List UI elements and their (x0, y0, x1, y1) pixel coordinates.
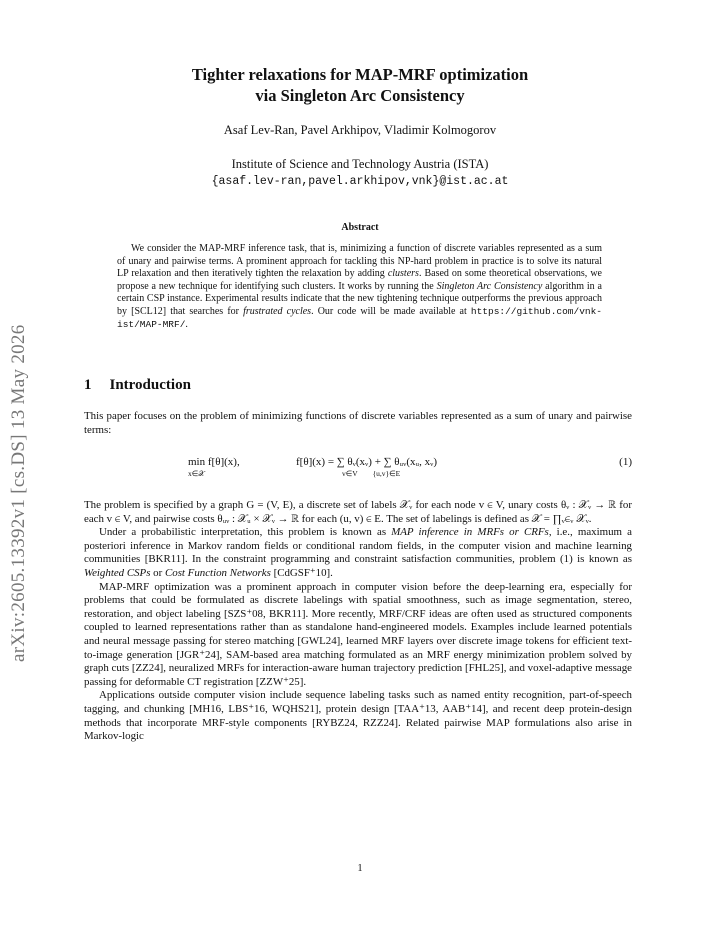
intro-body (84, 499, 632, 744)
abstract-text: . Based on some theoretical observations, we propose a new technique for identifying such clusters. It works by running the (117, 268, 602, 292)
paragraph-text: Under a probabilistic interpretation, this problem is known as (99, 526, 392, 539)
abstract-emphasis: Singleton Arc Consistency (436, 280, 543, 292)
paragraph-emphasis: Cost Function Networks (164, 566, 271, 579)
abstract-emphasis: frustrated cycles (243, 305, 312, 317)
section-title: Introduction (109, 377, 191, 393)
paragraph-probabilistic (84, 526, 632, 580)
title-line-1: Tighter relaxations for MAP-MRF optimization (191, 65, 529, 84)
author-emails: {asaf.lev-ran,pavel.arkhipov,vnk}@ist.ac.at (211, 175, 509, 188)
section-heading-introduction (84, 377, 191, 394)
author-list: Asaf Lev-Ran, Pavel Arkhipov, Vladimir Kolmogorov (223, 123, 497, 137)
paragraph-text: , i.e., maximum a posteriori inference in Markov random fields or conditional random fields, in the computer vision and machine learning communities [BKR11]. In the constraint programming and constraint satisfaction communities, problem (1) is known as (84, 526, 632, 566)
paragraph-applications: Applications outside computer vision include sequence labeling tasks such as named entity recognition, part-of-speech tagging, and chunking [MH16, LBS⁺16, WQHS21], protein design [TAA⁺13, AAB⁺14], and recent deep protein-design methods that incorporate MRF-style components [RYBZ24, RZZ24]. Related pairwise MAP formulations also arise in Markov-logic (84, 689, 632, 743)
intro-paragraph (84, 410, 632, 437)
paragraph-graph: The problem is specified by a graph G = (V, E), a discrete set of labels 𝒳ᵥ for each node v ∈ V, unary costs θᵥ : 𝒳ᵥ → ℝ for each v ∈ V, and pairwise costs θᵤᵥ : 𝒳ᵤ × 𝒳ᵥ → ℝ for each (u, v) ∈ E. The set of labelings is defined as 𝒳 = ∏ᵥ∈ᵥ 𝒳ᵥ. (84, 499, 632, 525)
paragraph-emphasis: MAP inference in MRFs or CRFs (391, 526, 549, 539)
paper-title (100, 64, 620, 106)
affiliation: Institute of Science and Technology Austria (ISTA) (231, 157, 489, 171)
paragraph-emphasis: Weighted CSPs (84, 566, 151, 579)
equation-rhs-subscript: v∈V {u,v}∈E (342, 469, 401, 478)
title-line-2: via Singleton Arc Consistency (255, 86, 465, 105)
equation-lhs-subscript: x∈𝒳 (188, 469, 205, 478)
code-repository-link[interactable]: https://github.com/vnk-ist/MAP-MRF/ (117, 305, 603, 330)
abstract-body (117, 243, 602, 331)
equation-rhs-expr: f[θ](x) = ∑ θᵥ(xᵥ) + ∑ θᵤᵥ(xᵤ, xᵥ) (296, 456, 438, 468)
equation-number: (1) (619, 456, 632, 468)
equation-lhs (188, 456, 240, 479)
arxiv-identifier: arXiv:2605.13392v1 [cs.DS] 13 May 2026 (8, 324, 29, 662)
abstract-emphasis: clusters (387, 268, 419, 280)
abstract-text: . (185, 318, 188, 330)
equation-rhs (296, 456, 437, 478)
affiliation-block (100, 156, 620, 190)
abstract-text: . Our code will be made available at (311, 305, 471, 317)
abstract-text: We consider the MAP-MRF inference task, that is, minimizing a function of discrete variables represented as a sum of unary and pairwise terms. A prominent approach for tackling this NP-hard problem in practice is to solve its natural LP relaxation and then iteratively tighten the relaxation by adding (117, 243, 602, 280)
abstract-heading: Abstract (341, 222, 379, 233)
intro-text: This paper focuses on the problem of minimizing functions of discrete variables represented as a sum of unary and pairwise terms: (84, 410, 632, 436)
paragraph-computer-vision: MAP-MRF optimization was a prominent approach in computer vision before the deep-learning era, especially for problems that could be formulated as discrete labelings with spatial smoothness, such as image segmentation, stereo, restoration, and object labeling [SZS⁺08, BKR11]. More recently, MRF/CRF ideas are often used as structured components coupled to learned representations rather than as standalone hand-engineered models. Examples include learned potentials and neural message passing for stereo matching [GWL24], learned MRF layers over discrete image tokens for efficient text-to-image generation [JGR⁺24], SAM-based area matching formulated as an MRF energy minimization problem solved by graph cuts [ZZ24], neuralized MRFs for interaction-aware human trajectory prediction [FHL25], and voxel-adaptive message passing for deformable CT registration [ZZW⁺25]. (84, 580, 632, 688)
page-number: 1 (357, 863, 363, 874)
equation-lhs-expr: min f[θ](x), (188, 456, 240, 468)
abstract-text: algorithm in a certain CSP instance. Experimental results indicate that the new tightening technique outperforms the previous approach by [SCL12] that searches for (117, 280, 602, 317)
section-number: 1 (84, 377, 92, 393)
equation-1 (84, 452, 632, 488)
paragraph-text: [CdGSF⁺10]. (270, 566, 333, 579)
paragraph-text: or (150, 566, 165, 579)
